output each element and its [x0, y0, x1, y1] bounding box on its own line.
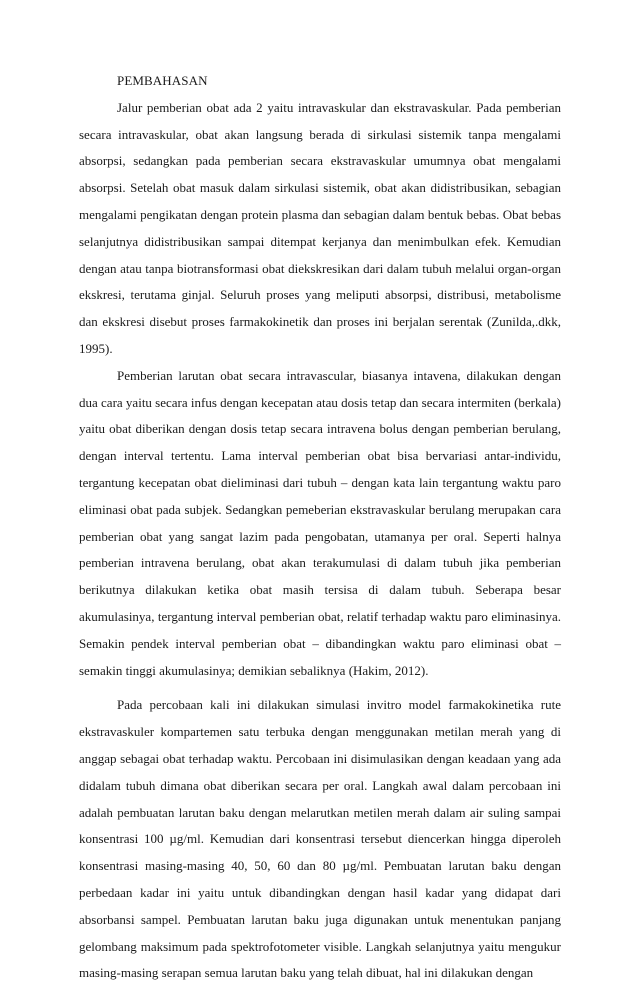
paragraph-2: Pemberian larutan obat secara intravascular, biasanya intavena, dilakukan dengan dua cara yaitu secara infus dengan kecepatan atau dosis tetap dan secara intermiten (berkala) yaitu obat diberikan dengan dosis tetap secara intravena bolus dengan pemberian berulang, dengan interval tertentu. Lama interval pemberian obat bisa bervariasi antar-individu, tergantung kecepatan obat dieliminasi dari tubuh – dengan kata lain tergantung waktu paro eliminasi obat pada subjek. Sedangkan pemeberian ekstravaskular berulang merupakan cara pemberian obat yang sangat lazim pada pengobatan, utamanya per oral. Seperti halnya pemberian intravena berulang, obat akan terakumulasi di dalam tubuh jika pemberian berikutnya dilakukan ketika obat masih tersisa di dalam tubuh. Seberapa besar akumulasinya, tergantung interval pemberian obat, relatif terhadap waktu paro eliminasinya. Semakin pendek interval pemberian obat – dibandingkan waktu paro eliminasi obat – semakin tinggi akumulasinya; demikian sebaliknya (Hakim, 2012).	[79, 367, 561, 678]
paragraph-3: Pada percobaan kali ini dilakukan simulasi invitro model farmakokinetika rute ekstravaskuler kompartemen satu terbuka dengan menggunakan metilan merah yang di anggap sebagai obat terhadap waktu. Percobaan ini disimulasikan dengan keadaan yang ada didalam tubuh dimana obat diberikan secara per oral. Langkah awal dalam percobaan ini adalah pembuatan larutan baku dengan melarutkan metilen merah dalam air suling sampai konsentrasi 100 µg/ml. Kemudian dari konsentrasi tersebut diencerkan hingga diperoleh konsentrasi masing-masing 40, 50, 60 dan 80 µg/ml. Pembuatan larutan baku dengan perbedaan kadar ini yaitu untuk dibandingkan dengan hasil kadar yang didapat dari absorbansi sampel. Pembuatan larutan baku juga digunakan untuk menentukan panjang gelombang maksimum pada spektrofotometer visible. Langkah selanjutnya yaitu mengukur masing-masing serapan semua larutan baku yang telah dibuat, hal ini dilakukan dengan	[79, 697, 561, 981]
document-body	[79, 68, 561, 987]
section-heading: PEMBAHASAN	[117, 73, 208, 88]
paragraph-1: Jalur pemberian obat ada 2 yaitu intravaskular dan ekstravaskular. Pada pemberian secara intravaskular, obat akan langsung berada di sirkulasi sistemik tanpa mengalami absorpsi, sedangkan pada pemberian secara ekstravaskular umumnya obat mengalami absorpsi. Setelah obat masuk dalam sirkulasi sistemik, obat akan didistribusikan, sebagian mengalami pengikatan dengan protein plasma dan sebagian dalam bentuk bebas. Obat bebas selanjutnya didistribusikan sampai ditempat kerjanya dan menimbulkan efek. Kemudian dengan atau tanpa biotransformasi obat diekskresikan dari dalam tubuh melalui organ-organ ekskresi, terutama ginjal. Seluruh proses yang meliputi absorpsi, distribusi, metabolisme dan ekskresi disebut proses farmakokinetik dan proses ini berjalan serentak (Zunilda,.dkk, 1995).	[79, 99, 561, 356]
